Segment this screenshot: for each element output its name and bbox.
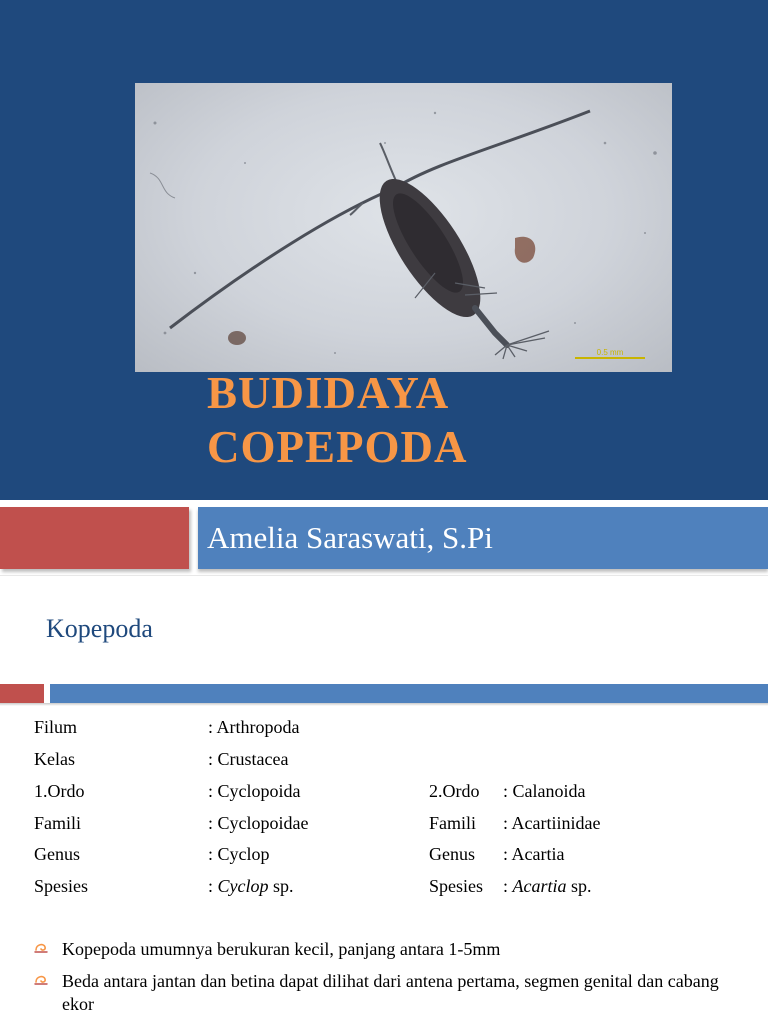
accent-band-red — [0, 507, 189, 569]
title-line-2: COPEPODA — [207, 422, 468, 472]
list-item — [34, 938, 734, 961]
slide-divider — [0, 575, 768, 576]
copepod-illustration — [135, 83, 672, 372]
bullet-text: Kopepoda umumnya berukuran kecil, panjang antara 1-5mm — [62, 939, 501, 959]
title-slide — [0, 0, 768, 500]
species-suffix: sp. — [566, 876, 592, 896]
swirl-bullet-icon — [34, 939, 50, 955]
tax-left-value: : Cyclopoida — [208, 781, 301, 801]
list-item — [34, 970, 734, 1016]
tax-left-species-value — [208, 876, 294, 896]
swirl-bullet-icon — [34, 971, 50, 987]
species-suffix: sp. — [268, 876, 294, 896]
tax-right-label: Famili — [429, 813, 477, 833]
tax-right-value: : Acartiinidae — [503, 813, 601, 833]
author-name: Amelia Saraswati, S.Pi — [207, 520, 493, 555]
tax-right-label: 2.Ordo — [429, 781, 480, 801]
tax-left-value: : Cyclop — [208, 844, 270, 864]
tax-right-label: Genus — [429, 844, 475, 864]
species-prefix: : — [208, 876, 218, 896]
species-genus-italic: Cyclop — [217, 876, 269, 896]
tax-left-value: : Arthropoda — [208, 717, 300, 737]
tax-left-label: Filum — [34, 717, 78, 737]
bullet-list — [34, 938, 734, 1025]
tax-right-value: : Calanoida — [503, 781, 586, 801]
slide-title — [207, 366, 468, 474]
species-genus-italic: Acartia — [512, 876, 567, 896]
tax-left-label: Genus — [34, 844, 80, 864]
slide-heading: Kopepoda — [46, 614, 153, 643]
header-bar-shadow — [0, 703, 768, 706]
species-prefix: : — [503, 876, 513, 896]
tax-left-value: : Crustacea — [208, 749, 289, 769]
scale-bar-label: 0.5 mm — [596, 348, 624, 357]
copepod-microscope-photo — [135, 83, 672, 372]
tax-right-label: Spesies — [429, 876, 483, 896]
tax-left-label: 1.Ordo — [34, 781, 85, 801]
header-bar-blue — [50, 684, 768, 703]
tax-left-label: Spesies — [34, 876, 88, 896]
tax-left-value: : Cyclopoidae — [208, 813, 309, 833]
header-bar-red — [0, 684, 44, 703]
title-line-1: BUDIDAYA — [207, 368, 450, 418]
tax-left-label: Famili — [34, 813, 82, 833]
tax-left-label: Kelas — [34, 749, 75, 769]
tax-right-species-value — [503, 876, 592, 896]
tax-right-value: : Acartia — [503, 844, 565, 864]
bullet-text: Beda antara jantan dan betina dapat dilihat dari antena pertama, segmen genital dan cabang ekor — [62, 971, 719, 1014]
